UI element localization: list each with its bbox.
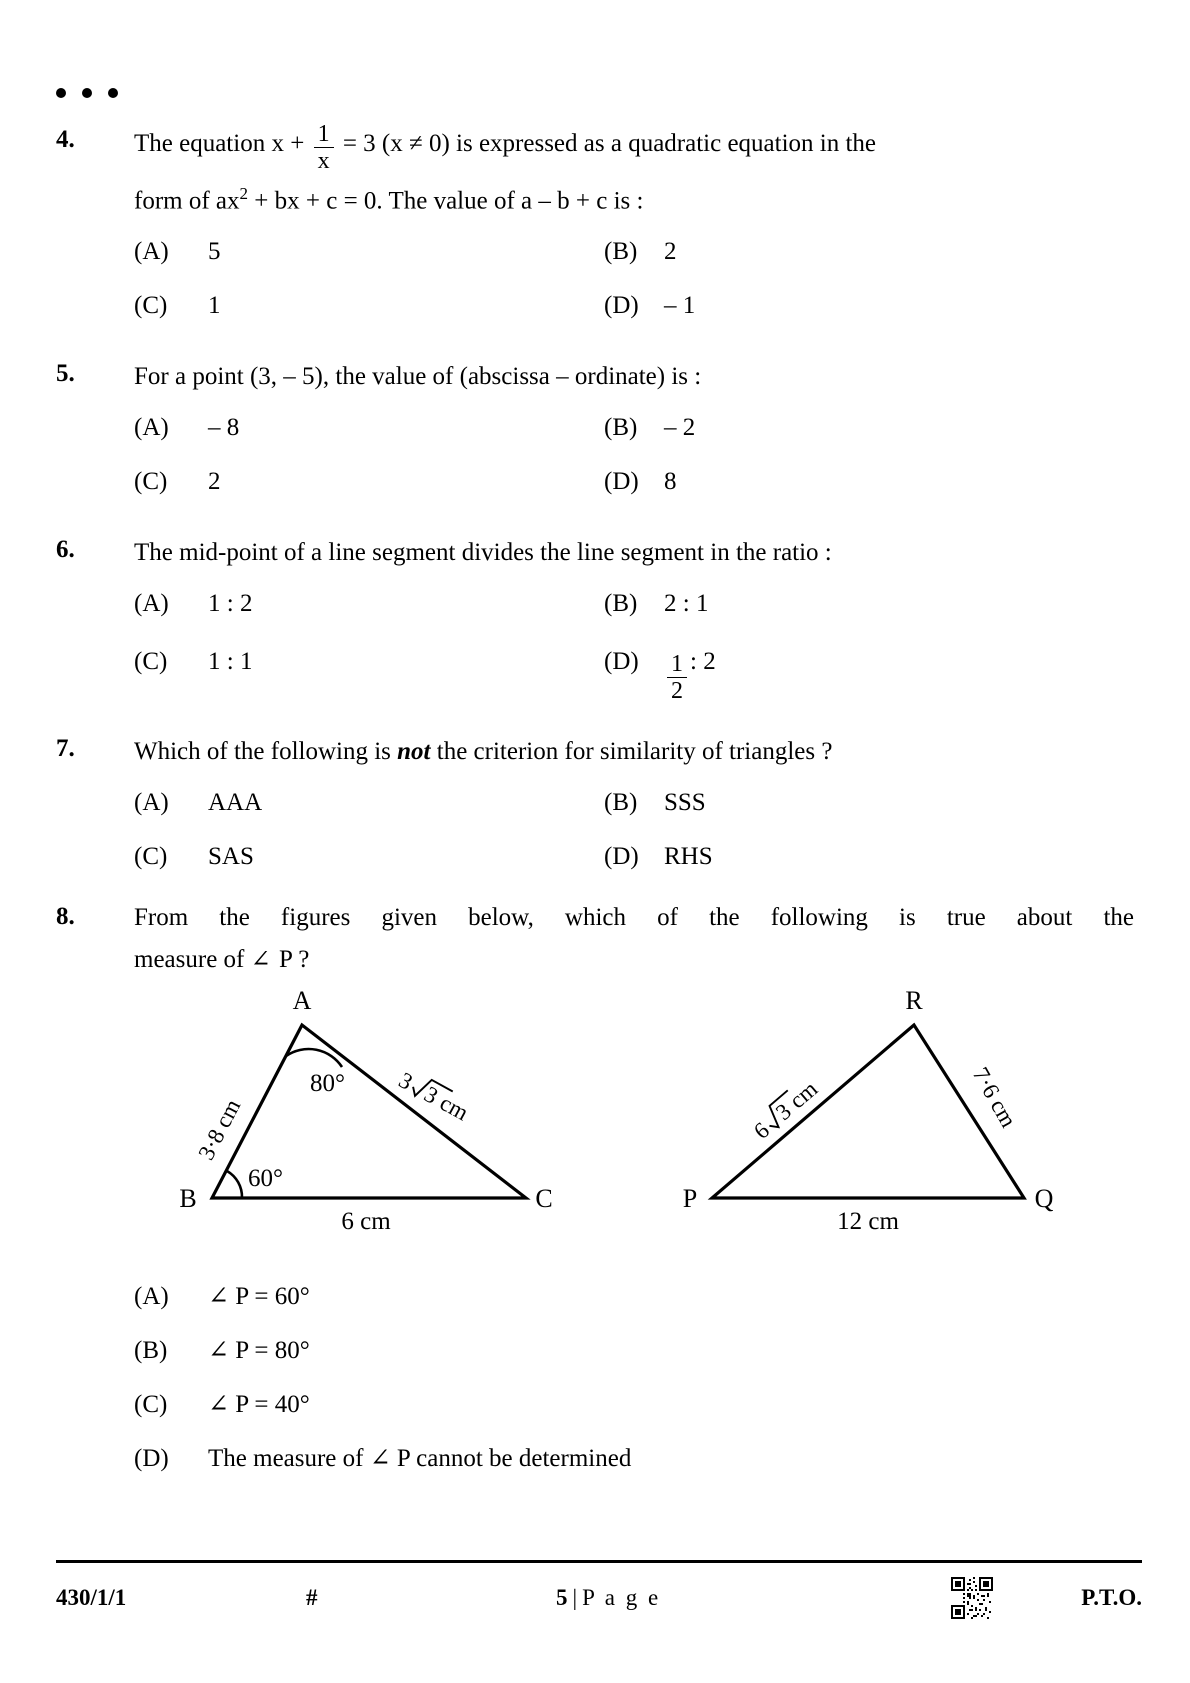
fraction-numerator: 1	[317, 121, 330, 147]
option-row	[134, 1275, 1134, 1319]
angle-value-at-a: 80°	[310, 1070, 345, 1098]
option-a[interactable]	[134, 781, 604, 825]
option-row	[134, 582, 1134, 626]
footer-divider	[56, 1560, 1142, 1563]
option-value: SAS	[208, 843, 254, 871]
option-label: (C)	[134, 292, 168, 320]
side-label-pr-suffix: cm	[784, 1076, 823, 1114]
option-value: ∠ P = 80°	[208, 1337, 310, 1365]
question-number: 5.	[56, 360, 75, 388]
q8-text-line-2	[134, 939, 1134, 981]
option-row	[134, 1437, 1134, 1481]
page-indicator	[546, 1585, 932, 1611]
side-label-ac-radicand: 3	[420, 1081, 443, 1110]
option-label: (C)	[134, 468, 168, 496]
q8-line2-post: P ?	[272, 946, 310, 974]
option-value: ∠ P = 60°	[208, 1283, 310, 1311]
option-value: 2	[208, 468, 221, 496]
option-row	[134, 460, 1134, 504]
option-value: 1	[208, 292, 221, 320]
option-row	[134, 640, 1134, 705]
option-value: 8	[664, 468, 677, 496]
option-a[interactable]	[134, 582, 604, 626]
option-label: (C)	[134, 1391, 168, 1419]
page-word: P a g e	[582, 1585, 661, 1610]
side-label-pr-prefix: 6	[748, 1117, 774, 1145]
triangle-pqr-figure	[676, 983, 1076, 1243]
q7-text-part-1: Which of the following is	[134, 738, 398, 766]
option-c[interactable]	[134, 835, 604, 879]
top-marker-dots	[56, 88, 118, 98]
option-label: (B)	[604, 414, 638, 442]
qr-code-icon	[951, 1577, 993, 1619]
inline-fraction	[314, 122, 334, 173]
option-c[interactable]	[134, 1383, 1134, 1427]
option-label: (D)	[604, 843, 639, 871]
option-row	[134, 230, 1134, 274]
q4-text-part-3b: + bx + c = 0. The value of a – b + c is :	[254, 187, 644, 215]
page-number: 5	[556, 1585, 568, 1610]
side-label-pq: 12 cm	[837, 1208, 899, 1236]
option-value: ∠ P = 40°	[208, 1391, 310, 1419]
question-5	[0, 354, 1190, 504]
question-number: 6.	[56, 536, 75, 564]
option-label: (A)	[134, 590, 169, 618]
side-label-pr-radicand: 3	[770, 1098, 796, 1126]
vertex-label-a: A	[292, 986, 312, 1016]
page-separator: |	[572, 1585, 578, 1610]
q4-text-part-2: = 3 (x ≠ 0) is expressed as a quadratic equation in the	[342, 130, 877, 158]
fraction-denominator: 2	[671, 678, 683, 705]
option-label: (B)	[604, 238, 638, 266]
option-label: (B)	[134, 1337, 168, 1365]
option-value: AAA	[208, 789, 263, 817]
option-b[interactable]	[604, 230, 1134, 274]
question-4	[0, 120, 1190, 328]
angle-icon: ∠	[250, 947, 271, 974]
option-b[interactable]	[134, 1329, 1134, 1373]
question-number: 8.	[56, 903, 75, 931]
option-a[interactable]	[134, 406, 604, 450]
option-label: (A)	[134, 1283, 169, 1311]
option-label: (D)	[134, 1445, 169, 1473]
option-b[interactable]	[604, 582, 1134, 626]
pto-label: P.T.O.	[1081, 1585, 1142, 1610]
angle-arc-at-a	[286, 1049, 342, 1067]
side-label-rq: 7·6 cm	[967, 1063, 1022, 1132]
option-value: 5	[208, 238, 221, 266]
side-label-ac-group	[395, 1067, 473, 1126]
option-value: : 2	[690, 648, 716, 676]
question-number: 7.	[56, 735, 75, 763]
qr-code-container	[932, 1577, 1012, 1619]
option-label: (A)	[134, 238, 169, 266]
option-row	[134, 781, 1134, 825]
question-text	[134, 897, 1134, 981]
paper-code: 430/1/1	[56, 1585, 127, 1610]
question-text	[134, 729, 1134, 775]
option-value: – 1	[664, 292, 696, 320]
option-d[interactable]	[604, 284, 1134, 328]
triangle-abc-figure	[166, 983, 566, 1243]
exponent-two: 2	[239, 184, 249, 203]
option-label: (D)	[604, 292, 639, 320]
vertex-label-r: R	[905, 986, 923, 1016]
marker-dot	[108, 88, 118, 98]
option-value: The measure of ∠ P cannot be determined	[208, 1445, 632, 1473]
option-row	[134, 1329, 1134, 1373]
option-value: 1 : 1	[208, 648, 253, 676]
q4-text-part-1: The equation x +	[134, 130, 305, 158]
option-value: – 8	[208, 414, 240, 442]
vertex-label-p: P	[682, 1184, 698, 1214]
question-number: 4.	[56, 126, 75, 153]
option-d[interactable]	[604, 835, 1134, 879]
q7-text-part-2: the criterion for similarity of triangles ?	[430, 738, 833, 766]
q8-text-line-1: From the figures given below, which of the following is true about the	[134, 904, 1134, 932]
option-label: (B)	[604, 789, 638, 817]
page-footer	[56, 1560, 1142, 1619]
option-row	[134, 835, 1134, 879]
vertex-label-c: C	[535, 1184, 553, 1214]
option-value: 2	[664, 238, 677, 266]
marker-dot	[82, 88, 92, 98]
side-label-ac-suffix: cm	[435, 1090, 473, 1126]
options-list	[134, 582, 1134, 705]
marker-dot	[56, 88, 66, 98]
triangle-pqr-outline	[712, 1025, 1024, 1198]
q4-text-part-3a: form of ax	[134, 187, 240, 215]
question-6	[0, 530, 1190, 705]
angle-arc-at-b	[227, 1171, 242, 1198]
option-c[interactable]	[134, 284, 604, 328]
option-b[interactable]	[604, 406, 1134, 450]
option-label: (C)	[134, 648, 168, 676]
option-d[interactable]	[134, 1437, 1134, 1481]
option-c[interactable]	[134, 640, 604, 684]
option-a[interactable]	[134, 230, 604, 274]
side-label-bc: 6 cm	[341, 1208, 391, 1236]
option-d[interactable]	[604, 640, 1134, 705]
option-label: (D)	[604, 468, 639, 496]
option-row	[134, 406, 1134, 450]
option-label: (B)	[604, 590, 638, 618]
vertex-label-q: Q	[1034, 1184, 1054, 1214]
option-c[interactable]	[134, 460, 604, 504]
option-value: RHS	[664, 843, 713, 871]
inline-fraction	[667, 652, 687, 703]
question-text	[134, 120, 1134, 224]
hash-marker: #	[306, 1585, 318, 1610]
options-list	[134, 406, 1134, 504]
option-value: SSS	[664, 789, 706, 817]
q8-line2-pre: measure of	[134, 946, 251, 974]
options-list	[134, 781, 1134, 879]
options-list	[134, 1275, 1134, 1481]
option-label: (A)	[134, 414, 169, 442]
option-value: 1 : 2	[208, 590, 253, 618]
option-b[interactable]	[604, 781, 1134, 825]
vertex-label-b: B	[179, 1184, 197, 1214]
q7-emphasis-not: not	[397, 738, 431, 766]
figures-row	[56, 983, 1190, 1253]
fraction-numerator: 1	[671, 651, 683, 678]
option-label: (C)	[134, 843, 168, 871]
option-label: (D)	[604, 648, 639, 676]
questions-container	[0, 120, 1190, 1491]
option-value: – 2	[664, 414, 696, 442]
side-label-ab: 3·8 cm	[193, 1095, 246, 1165]
footer-row	[56, 1577, 1142, 1619]
options-list	[134, 230, 1134, 328]
option-d[interactable]	[604, 460, 1134, 504]
option-label: (A)	[134, 789, 169, 817]
question-8	[0, 897, 1190, 1481]
option-row	[134, 284, 1134, 328]
angle-value-at-b: 60°	[248, 1165, 283, 1193]
question-text: For a point (3, – 5), the value of (abscissa – ordinate) is :	[134, 363, 702, 391]
option-row	[134, 1383, 1134, 1427]
option-a[interactable]	[134, 1275, 1134, 1319]
question-7	[0, 729, 1190, 879]
side-label-ac-prefix: 3	[394, 1067, 417, 1096]
question-text: The mid-point of a line segment divides the line segment in the ratio :	[134, 539, 832, 567]
fraction-denominator: x	[317, 148, 330, 174]
option-value: 2 : 1	[664, 590, 709, 618]
